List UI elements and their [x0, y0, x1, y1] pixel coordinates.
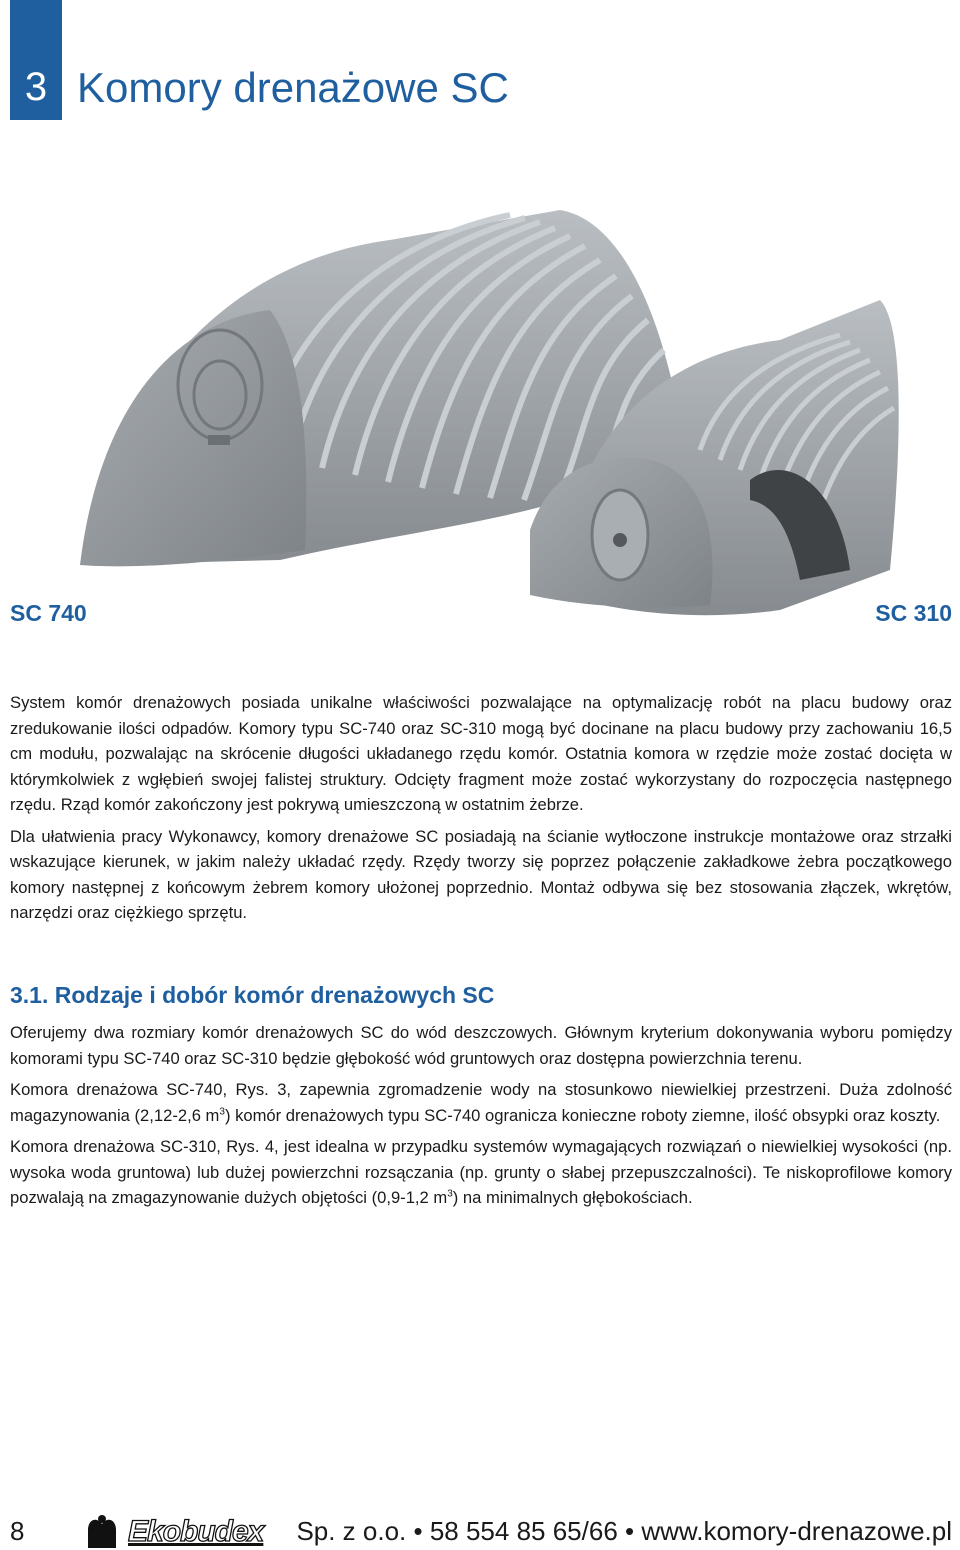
chapter-title: Komory drenażowe SC [77, 64, 509, 111]
intro-paragraph-1: System komór drenażowych posiada unikalne właściwości pozwalające na optymalizację robót na placu budowy oraz zredukowanie ilości odpadów. Komory typu SC-740 oraz SC-310 mogą być docinane na placu budowy przy zachowaniu 16,5 cm modułu, pozwalając na skrócenie długości układanego rzędu komór. Ostatnia komora w rzędzie może zostać docięta w którymkolwiek z wgłębień swojej falistej struktury. Odcięty fragment może zostać wykorzystany do rozpoczęcia następnego rzędu. Rząd komór zakończony jest pokrywą umieszczoną w ostatnim żebrze. [10, 693, 952, 814]
caption-sc740: SC 740 [10, 600, 87, 626]
caption-sc310: SC 310 [875, 600, 952, 626]
intro-paragraph-2: Dla ułatwienia pracy Wykonawcy, komory drenażowe SC posiadają na ścianie wytłoczone instrukcje montażowe oraz strzałki wskazujące kierunek, w jakim należy układać rzędy. Rzędy tworzy się poprzez połączenie zakładkowe żebra początkowego komory następnej z końcowym żebrem komory ułożonej poprzednio. Montaż odbywa się bez stosowania złączek, wkrętów, narzędzi oraz ciężkiego sprzętu. [10, 826, 952, 922]
chapter-number: 3 [24, 65, 48, 109]
chapter-number-box [10, 0, 62, 120]
footer-contact: Sp. z o.o. • 58 554 85 65/66 • www.komory-drenazowe.pl [296, 1516, 952, 1546]
ekobudex-logo-text: Ekobudex [128, 1515, 264, 1548]
intro-text [10, 690, 952, 932]
section-paragraph-1: Oferujemy dwa rozmiary komór drenażowych SC do wód deszczowych. Głównym kryterium dokonywania wyboru pomiędzy komorami typu SC-740 oraz SC-310 będzie głębokość wód gruntowych oraz dostępna powierzchnia terenu. [10, 1023, 952, 1068]
section-title: 3.1. Rodzaje i dobór komór drenażowych SC [10, 982, 495, 1008]
section-paragraph-3: Komora drenażowa SC-310, Rys. 4, jest idealna w przypadku systemów wymagających rozwiązań o niewielkiej wysokości (np. wysoka woda gruntowa) lub dużej powierzchni rozsączania (np. grunty o słabej przepuszczalności). Te niskoprofilowe komory pozwalają na zmagazynowanie dużych objętości (0,9-1,2 $m^3$) na minimalnych głębokościach. [10, 1137, 952, 1207]
page-footer [10, 1516, 952, 1550]
section-paragraph-2: Komora drenażowa SC-740, Rys. 3, zapewnia zgromadzenie wody na stosunkowo niewielkiej przestrzeni. Duża zdolność magazynowania (2,12-2,6 $m^3$) komór drenażowych typu SC-740 ogranicza konieczne roboty ziemne, ilość obsypki oraz koszty. [10, 1080, 952, 1125]
ekobudex-logo-icon [86, 1514, 118, 1548]
product-photo [60, 150, 910, 670]
page-number: 8 [10, 1516, 25, 1546]
section-text [10, 1020, 952, 1217]
